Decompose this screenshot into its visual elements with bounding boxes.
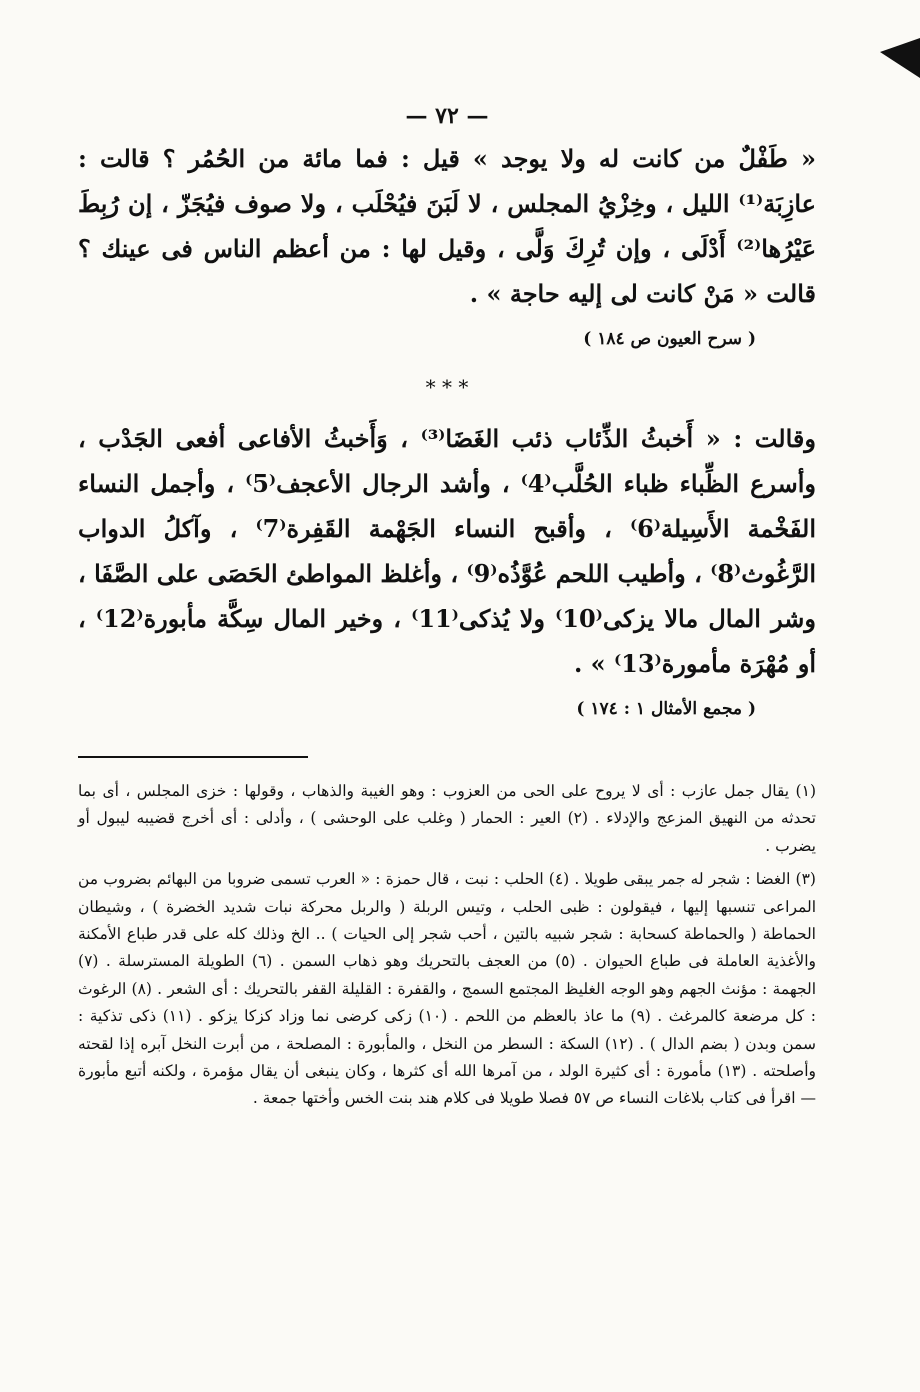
footnote-rule: [78, 756, 308, 758]
section1-source: ( سرح العيون ص ١٨٤ ): [583, 329, 756, 349]
footnote-block-2: (٣) الغضا : شجر له جمر يبقى طويلا . (٤) الحلب : نبت ، قال حمزة : « العرب تسمى ضروبا من البهائم بضروب من المراعى تنسبها إليها ، فيقولون : ظبى الحلب ، وتيس الربلة ( والربل محركة نبات شديد الخضرة ) ، وشيطان الحماطة ( والحماطة كسحابة : شجر شبيه بالتين ، أحب شجر إلى الحيات ) .. الخ وذلك كله على قدر طباع الأمكنة والأغذية العاملة فى طباع الحيوان . (٥) من العجف بالتحريك وهو ذهاب السمن . (٦) الطويلة المسترسلة . (٧) الجهمة : مؤنث الجهم وهو الوجه الغليظ المجتمع السمج ، والقفرة : القليلة القفر بالتحريك : أى الشعر . (٨) الرغوث : كل مرضعة كالمرغث . (٩) ما عاذ بالعظم من اللحم . (١٠) زكى كرضى نما وزاد كزكا يزكو . (١١) ذكى تذكية : سمن وبدن ( بضم الدال ) . (١٢) السكة : السطر من النخل ، والمأبورة : المصلحة ، من أبرت النخل آبره إذا لقحته وأصلحته . (١٣) مأمورة : أى كثيرة الولد ، من آمرها الله أى كثرها ، وكان ينبغى أن يقال مؤمرة ، ولكنه أتبع مأبورة — اقرأ فى كتاب بلاغات النساء ص ٥٧ فصلا طويلا فى كلام هند بنت الخس وأختها جمعة .: [78, 870, 817, 1108]
page: [78, 96, 816, 1113]
footnote-block-1: (١) يقال جمل عازب : أى لا يروح على الحى من العزوب : وهو الغيبة والذهاب ، وقولها : خزى المجلس ، أى بما تحدثه من النهيق المزعج والإدلاء . (٢) العير : الحمار ( وغلب على الوحشى ) ، وأدلى : أى أخرج قضيبه ليبول أو يضرب .: [78, 782, 816, 855]
section1-text: « طَفْلٌ من كانت له ولا يوجد » قيل : فما مائة من الحُمُر ؟ قالت : عازِبَة⁽¹⁾ الليل ، وخِزْيُ المجلس ، لا لَبَنَ فيُحْلَب ، ولا صوف فيُجَزّ ، إن رُبِطَ عَيْرُها⁽²⁾ أَدْلَى ، وإن تُرِكَ وَلَّى ، وقيل لها : من أعظم الناس فى عينك ؟ قالت « مَنْ كانت لى إليه حاجة » .: [78, 144, 817, 308]
section2-text: وقالت : « أَخبثُ الذِّئاب ذئب الغَضَا⁽³⁾ ، وَأَخبثُ الأفاعى أفعى الجَدْب ، وأسرع الظِّباء ظباء الحُلَّب⁽4⁾ ، وأشد الرجال الأعجف⁽5⁾ ، وأجمل النساء الفَخْمة الأَسِيلة⁽6⁾ ، وأقبح النساء الجَهْمة القَفِرة⁽7⁾ ، وآكلُ الدواب الرَّغُوث⁽8⁾ ، وأطيب اللحم عُوَّذُه⁽9⁾ ، وأغلظ المواطئ الحَصَى على الصَّفَا ، وشر المال مالا يزكى⁽10⁾ ولا يُذكى⁽11⁾ ، وخير المال سِكَّة مأبورة⁽12⁾ ، أو مُهْرَة مأمورة⁽13⁾ » .: [78, 424, 817, 678]
section2-source: ( مجمع الأمثال ١ : ١٧٤ ): [576, 699, 756, 719]
page-number: — ٧٢ —: [405, 103, 489, 129]
page-corner-mark: [880, 38, 920, 78]
section-separator: * * *: [425, 375, 469, 399]
